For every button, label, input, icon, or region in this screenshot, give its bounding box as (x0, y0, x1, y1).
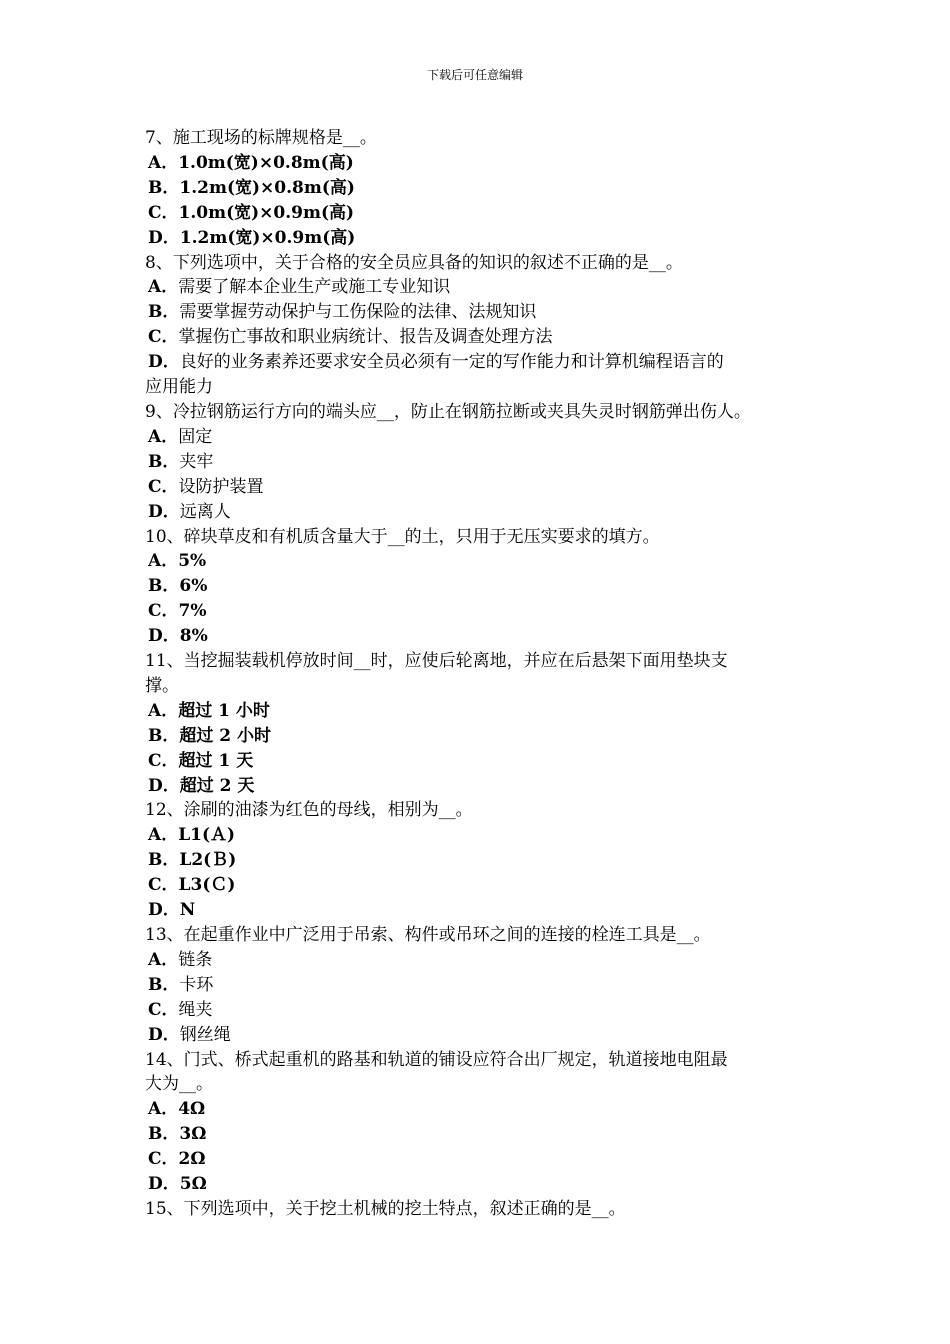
answer-option (145, 848, 825, 873)
option-text: 超过 1 天 (178, 750, 254, 771)
option-letter: D． (148, 227, 180, 248)
option-letter: A． (148, 700, 179, 721)
option-letter: D． (148, 900, 180, 921)
answer-option (145, 749, 825, 774)
option-text: L3(Ｃ) (178, 875, 236, 896)
option-text: 1.0m(宽)×0.9m(高) (178, 202, 355, 223)
question-block (145, 1197, 825, 1222)
option-text: 1.2m(宽)×0.8m(高) (179, 177, 355, 198)
option-text: 设防护装置 (178, 476, 264, 497)
option-text: 6% (179, 576, 208, 597)
question-stem: 大为__。 (145, 1074, 213, 1095)
question-block (145, 798, 825, 923)
option-text: 8% (179, 626, 208, 647)
page-header: 下载后可任意编辑 (426, 68, 523, 82)
question-stem: 14、门式、桥式起重机的路基和轨道的铺设应符合出厂规定，轨道接地电阻最 (145, 1049, 728, 1070)
answer-option (145, 176, 825, 201)
option-letter: A． (148, 152, 179, 173)
option-text: 远离人 (179, 501, 231, 522)
question-block (145, 400, 825, 525)
question-stem: 9、冷拉钢筋运行方向的端头应__，防止在钢筋拉断或夹具失灵时钢筋弹出伤人。 (145, 401, 751, 422)
answer-option (145, 325, 825, 350)
option-letter: C． (148, 202, 179, 223)
option-letter: A． (148, 949, 179, 970)
option-letter: C． (148, 476, 179, 497)
option-letter: B． (148, 974, 180, 995)
option-letter: A． (148, 277, 179, 298)
question-stem: 13、在起重作业中广泛用于吊索、构件或吊环之间的连接的栓连工具是__。 (145, 925, 711, 945)
option-text: 5% (178, 551, 207, 572)
option-text: L1(Ａ) (178, 825, 236, 846)
option-text-continued: 应用能力 (145, 377, 213, 398)
option-text: 链条 (178, 949, 213, 970)
option-text: 超过 2 小时 (179, 725, 272, 746)
answer-option (145, 624, 825, 649)
option-text: N (179, 900, 196, 921)
answer-option (145, 898, 825, 923)
option-letter: D． (148, 1024, 180, 1045)
option-text: 5Ω (179, 1174, 207, 1195)
answer-option (145, 873, 825, 898)
answer-option (145, 450, 825, 475)
question-stem: 15、下列选项中，关于挖土机械的挖土特点，叙述正确的是__。 (145, 1198, 626, 1219)
question-block (145, 1048, 825, 1197)
answer-option (145, 1122, 825, 1147)
answer-option (145, 973, 825, 998)
answer-option (145, 699, 825, 724)
answer-option (145, 948, 825, 973)
answer-option (145, 226, 825, 251)
option-text: L2(Ｂ) (179, 850, 237, 871)
answer-option (145, 475, 825, 500)
option-letter: D． (148, 626, 180, 647)
question-list (145, 126, 825, 1222)
answer-option (145, 574, 825, 599)
option-letter: C． (148, 875, 179, 896)
option-letter: D． (148, 1174, 180, 1195)
option-text: 掌握伤亡事故和职业病统计、报告及调查处理方法 (178, 327, 553, 348)
option-letter: C． (148, 999, 179, 1020)
option-text: 4Ω (178, 1099, 206, 1120)
question-stem: 8、下列选项中，关于合格的安全员应具备的知识的叙述不正确的是__。 (145, 252, 683, 273)
question-block (145, 251, 825, 400)
answer-option (145, 1097, 825, 1122)
option-text: 钢丝绳 (179, 1024, 231, 1045)
option-text: 卡环 (179, 974, 214, 995)
option-letter: D． (148, 775, 180, 796)
option-letter: B． (148, 1124, 180, 1145)
answer-option (145, 549, 825, 574)
answer-option (145, 998, 825, 1023)
option-text: 1.2m(宽)×0.9m(高) (179, 227, 356, 248)
option-text: 固定 (178, 426, 213, 447)
question-stem: 11、当挖掘装载机停放时间__时，应使后轮离地，并应在后悬架下面用垫块支 (145, 651, 728, 672)
option-letter: B． (148, 177, 180, 198)
option-text: 需要了解本企业生产或施工专业知识 (178, 277, 451, 298)
option-text: 夹牢 (179, 451, 214, 472)
option-letter: C． (148, 750, 179, 771)
option-letter: C． (148, 601, 179, 622)
option-letter: A． (148, 1099, 179, 1120)
answer-option (145, 350, 825, 375)
option-letter: D． (148, 501, 180, 522)
answer-option (145, 425, 825, 450)
question-block (145, 525, 825, 650)
option-letter: A． (148, 825, 179, 846)
answer-option (145, 1147, 825, 1172)
option-text: 1.0m(宽)×0.8m(高) (178, 152, 354, 173)
question-block (145, 126, 825, 251)
answer-option (145, 300, 825, 325)
option-text: 3Ω (179, 1124, 207, 1145)
option-letter: D． (148, 352, 180, 373)
option-letter: A． (148, 426, 179, 447)
option-text: 绳夹 (178, 999, 213, 1020)
question-block (145, 923, 825, 1048)
option-text: 7% (178, 601, 207, 622)
answer-option (145, 774, 825, 799)
option-letter: B． (148, 725, 180, 746)
option-letter: C． (148, 1149, 179, 1170)
question-stem: 12、涂刷的油漆为红色的母线，相别为__。 (145, 800, 473, 821)
answer-option (145, 724, 825, 749)
option-letter: A． (148, 551, 179, 572)
option-letter: B． (148, 451, 180, 472)
option-text: 超过 2 天 (179, 775, 255, 796)
option-text: 良好的业务素养还要求安全员必须有一定的写作能力和计算机编程语言的 (179, 352, 724, 373)
answer-option (145, 500, 825, 525)
option-text: 需要掌握劳动保护与工伤保险的法律、法规知识 (179, 302, 537, 323)
option-text: 超过 1 小时 (178, 700, 270, 721)
question-stem: 撑。 (145, 675, 179, 696)
answer-option (145, 151, 825, 176)
option-text: 2Ω (178, 1149, 206, 1170)
answer-option (145, 599, 825, 624)
question-stem: 10、碎块草皮和有机质含量大于__的土，只用于无压实要求的填方。 (145, 526, 660, 547)
answer-option (145, 823, 825, 848)
answer-option (145, 275, 825, 300)
answer-option (145, 1023, 825, 1048)
option-letter: C． (148, 327, 179, 348)
answer-option (145, 201, 825, 226)
question-stem: 7、施工现场的标牌规格是__。 (145, 128, 377, 148)
question-block (145, 649, 825, 798)
option-letter: B． (148, 302, 180, 323)
option-letter: B． (148, 850, 180, 871)
answer-option (145, 1172, 825, 1197)
option-letter: B． (148, 576, 180, 597)
